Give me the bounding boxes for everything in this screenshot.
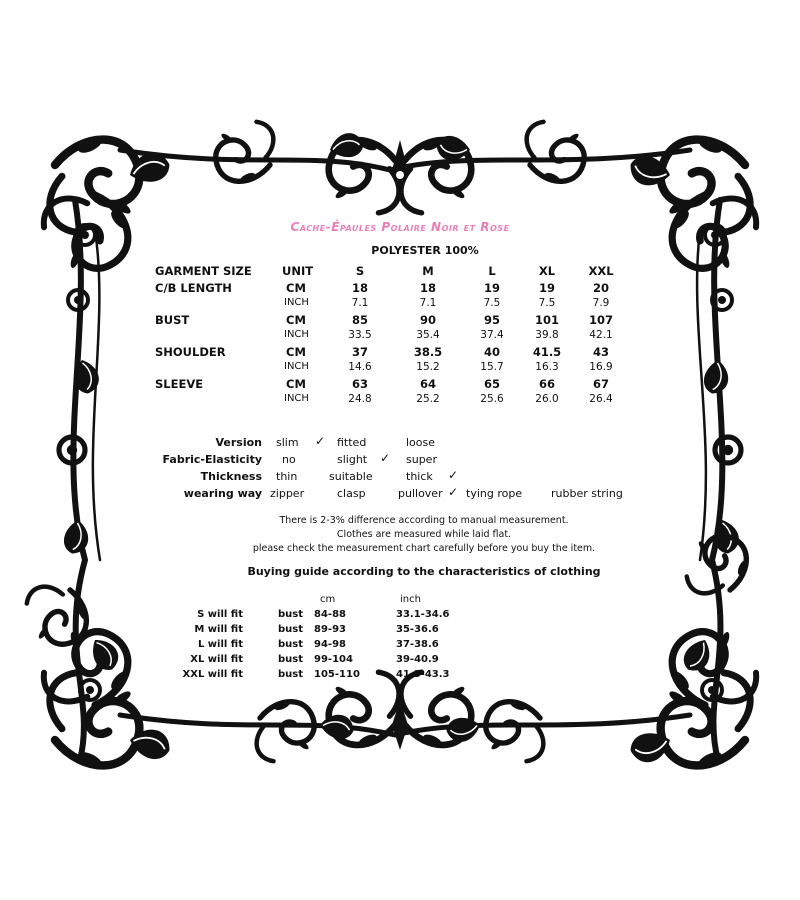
attr-option-clasp: clasp <box>337 487 366 500</box>
guide-row-label: L will fit <box>197 639 243 650</box>
bust-inch-l: 37.4 <box>480 329 504 341</box>
row-label-sleeve: SLEEVE <box>155 377 204 391</box>
guide-header-cm: cm <box>320 594 336 605</box>
buying-guide-title: Buying guide according to the characteristics of clothing <box>247 565 601 578</box>
unit-header: UNIT <box>282 264 314 278</box>
attr-label-version: Version <box>215 436 262 449</box>
note-check-chart: please check the measurement chart carefully before you buy the item. <box>252 543 596 554</box>
size-header-l: L <box>488 264 496 278</box>
shoulder-inch-s: 14.6 <box>348 361 372 373</box>
product-title: Cache-Épaules Polaire Noir et Rose <box>290 220 510 234</box>
attr-option-zipper: zipper <box>270 487 305 500</box>
unit-cm: CM <box>286 345 306 359</box>
shoulder-inch-l: 15.7 <box>480 361 504 373</box>
cb-length-inch-s: 7.1 <box>351 297 369 309</box>
unit-inch: INCH <box>284 361 309 372</box>
guide-row-inch: 37-38.6 <box>396 639 439 650</box>
shoulder-cm-l: 40 <box>483 345 500 359</box>
cb-length-inch-m: 7.1 <box>419 297 437 309</box>
bust-inch-m: 35.4 <box>416 329 440 341</box>
bust-cm-l: 95 <box>483 313 500 327</box>
cb-length-cm-xxl: 20 <box>592 281 609 295</box>
unit-cm: CM <box>286 281 306 295</box>
guide-row-cm: 99-104 <box>314 654 353 665</box>
bust-inch-xl: 39.8 <box>535 329 559 341</box>
attr-option-loose: loose <box>406 436 436 449</box>
size-header-m: M <box>422 264 434 278</box>
shoulder-inch-xxl: 16.9 <box>589 361 613 373</box>
attr-option-slim: slim <box>276 436 299 449</box>
bust-inch-s: 33.5 <box>348 329 372 341</box>
row-label-shoulder: SHOULDER <box>155 345 226 359</box>
guide-header-inch: inch <box>400 594 421 605</box>
guide-row-cm: 94-98 <box>314 639 346 650</box>
guide-row-inch: 33.1-34.6 <box>396 609 450 620</box>
unit-inch: INCH <box>284 297 309 308</box>
unit-inch: INCH <box>284 393 309 404</box>
sleeve-inch-l: 25.6 <box>480 393 504 405</box>
guide-row-label: XXL will fit <box>182 669 243 680</box>
note-measurement-difference: There is 2-3% difference according to manual measurement. <box>279 515 569 526</box>
shoulder-cm-xxl: 43 <box>592 345 609 359</box>
check-mark-icon: ✓ <box>380 451 391 465</box>
guide-row-label: S will fit <box>197 609 243 620</box>
sleeve-inch-xl: 26.0 <box>535 393 559 405</box>
sleeve-cm-xxl: 67 <box>592 377 609 391</box>
note-laid-flat: Clothes are measured while laid flat. <box>336 529 512 540</box>
bust-cm-xl: 101 <box>534 313 559 327</box>
sleeve-cm-m: 64 <box>419 377 436 391</box>
guide-row-inch: 39-40.9 <box>396 654 439 665</box>
sleeve-inch-s: 24.8 <box>348 393 372 405</box>
guide-row-cm: 105-110 <box>314 669 360 680</box>
sleeve-cm-l: 65 <box>483 377 500 391</box>
sleeve-inch-xxl: 26.4 <box>589 393 613 405</box>
attr-option-thick: thick <box>406 470 433 483</box>
cb-length-cm-m: 18 <box>419 281 436 295</box>
row-label-cb-length: C/B LENGTH <box>155 281 232 295</box>
guide-row-part: bust <box>278 624 304 635</box>
attr-option-super: super <box>406 453 437 466</box>
attr-label-elasticity: Fabric-Elasticity <box>162 453 262 466</box>
guide-row-label: XL will fit <box>190 654 243 665</box>
cb-length-inch-xl: 7.5 <box>538 297 556 309</box>
unit-cm: CM <box>286 377 306 391</box>
attr-option-pullover: pullover <box>398 487 443 500</box>
attr-option-slight: slight <box>337 453 368 466</box>
attr-label-thickness: Thickness <box>200 470 262 483</box>
guide-row-label: M will fit <box>194 624 243 635</box>
shoulder-cm-m: 38.5 <box>413 345 443 359</box>
cb-length-cm-l: 19 <box>483 281 500 295</box>
garment-size-header: GARMENT SIZE <box>155 264 252 278</box>
check-mark-icon: ✓ <box>315 434 326 448</box>
attr-option-tying-rope: tying rope <box>466 487 523 500</box>
shoulder-inch-m: 15.2 <box>416 361 440 373</box>
attr-option-suitable: suitable <box>329 470 373 483</box>
guide-row-part: bust <box>278 669 304 680</box>
attr-option-rubber-string: rubber string <box>551 487 623 500</box>
bust-cm-xxl: 107 <box>588 313 613 327</box>
guide-row-inch: 35-36.6 <box>396 624 439 635</box>
shoulder-cm-s: 37 <box>351 345 368 359</box>
cb-length-cm-xl: 19 <box>538 281 555 295</box>
guide-row-cm: 89-93 <box>314 624 346 635</box>
sleeve-cm-xl: 66 <box>538 377 555 391</box>
check-mark-icon: ✓ <box>448 485 459 499</box>
attr-option-fitted: fitted <box>337 436 367 449</box>
attr-option-thin: thin <box>276 470 298 483</box>
attr-option-no: no <box>282 453 296 466</box>
check-mark-icon: ✓ <box>448 468 459 482</box>
cb-length-inch-l: 7.5 <box>483 297 501 309</box>
size-header-xxl: XXL <box>588 264 614 278</box>
sleeve-cm-s: 63 <box>351 377 368 391</box>
fabric-composition: POLYESTER 100% <box>371 244 479 257</box>
size-header-s: S <box>355 264 365 278</box>
attr-label-wearing-way: wearing way <box>183 487 262 500</box>
unit-inch: INCH <box>284 329 309 340</box>
size-header-xl: XL <box>538 264 556 278</box>
guide-row-part: bust <box>278 609 304 620</box>
guide-row-inch: 41.3-43.3 <box>396 669 450 680</box>
sleeve-inch-m: 25.2 <box>416 393 440 405</box>
shoulder-inch-xl: 16.3 <box>535 361 559 373</box>
bust-cm-m: 90 <box>419 313 436 327</box>
bust-inch-xxl: 42.1 <box>589 329 613 341</box>
guide-row-cm: 84-88 <box>314 609 346 620</box>
row-label-bust: BUST <box>155 313 190 327</box>
guide-row-part: bust <box>278 639 304 650</box>
unit-cm: CM <box>286 313 306 327</box>
shoulder-cm-xl: 41.5 <box>532 345 562 359</box>
cb-length-cm-s: 18 <box>351 281 368 295</box>
cb-length-inch-xxl: 7.9 <box>592 297 610 309</box>
guide-row-part: bust <box>278 654 304 665</box>
bust-cm-s: 85 <box>351 313 368 327</box>
